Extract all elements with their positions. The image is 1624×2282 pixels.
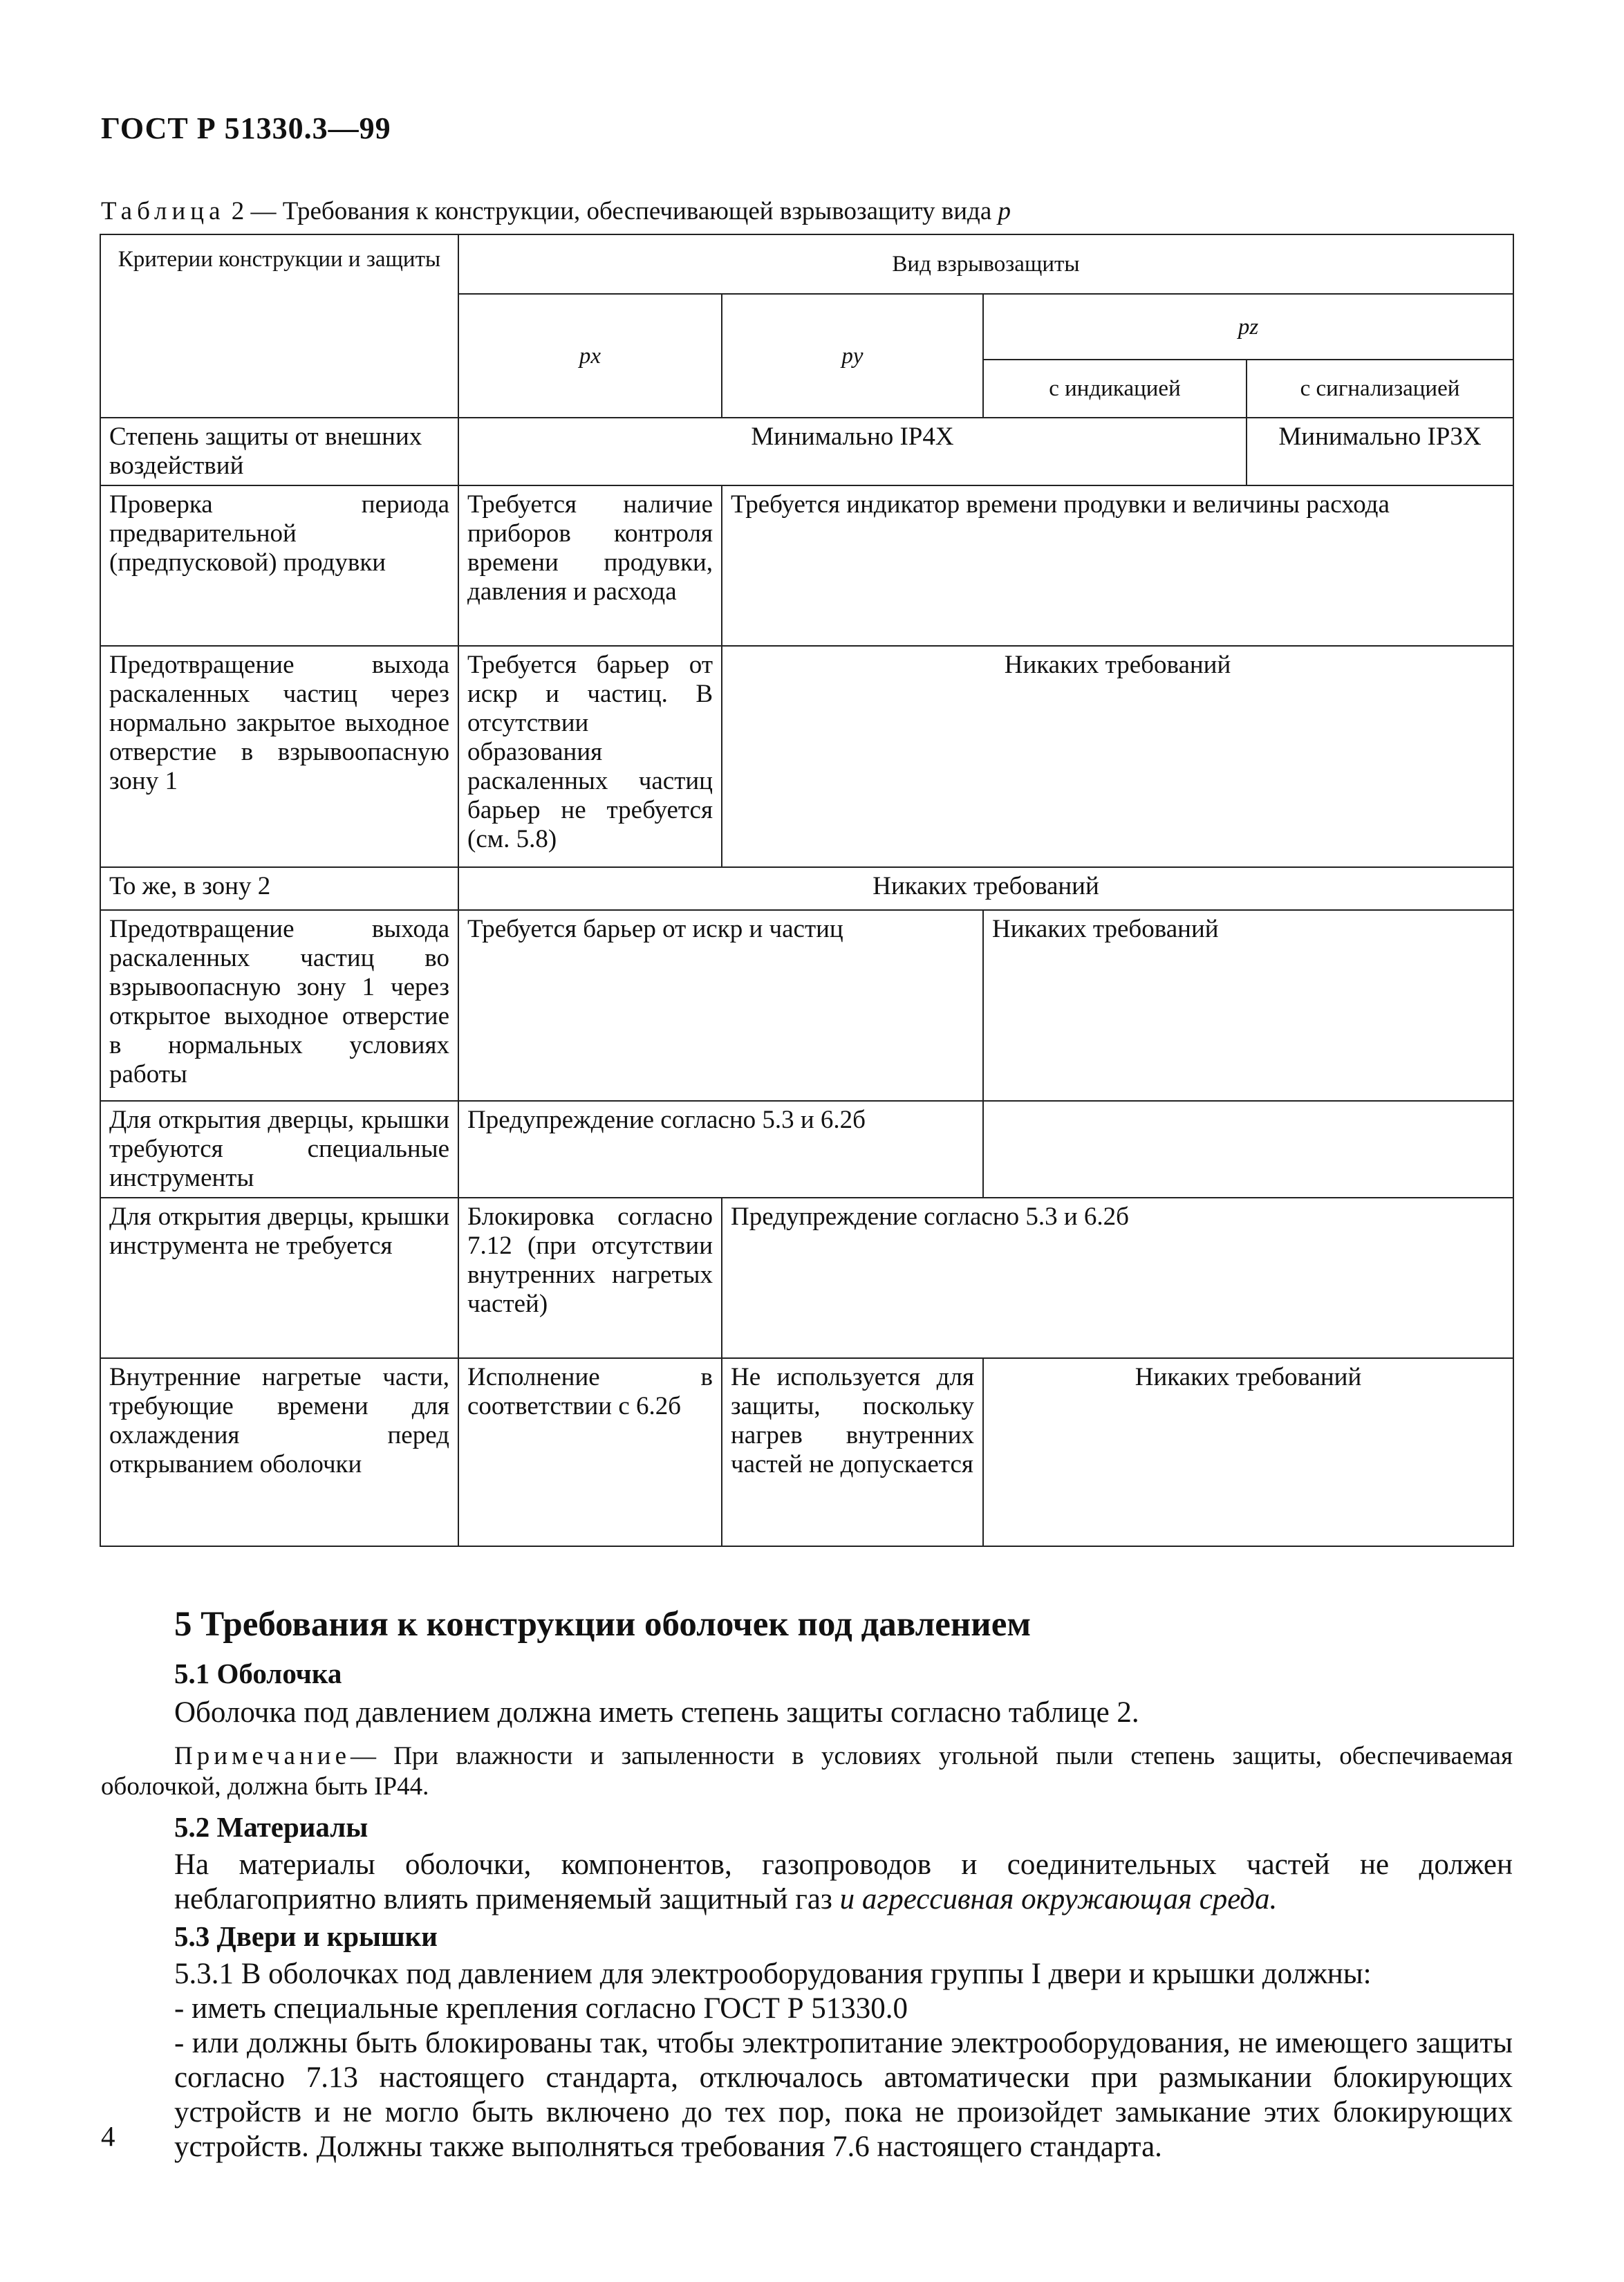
row-value: Никаких требований <box>983 910 1513 1101</box>
header-criteria: Критерии конструкции и защиты <box>100 234 458 418</box>
note-label: Примечание <box>174 1742 351 1770</box>
paragraph-italic: и агрессивная окружающая среда. <box>839 1883 1278 1915</box>
table-row <box>100 485 1513 646</box>
row-value: Никаких требований <box>458 867 1513 910</box>
note <box>101 1741 1513 1802</box>
row-value: Предупреждение согласно 5.3 и 6.2б <box>458 1101 983 1198</box>
row-value: Блокировка согласно 7.12 (при отсутствии внутренних нагретых частей) <box>458 1198 722 1358</box>
subsection-5-2-text <box>101 1848 1513 1917</box>
paragraph: 5.3.1 В оболочках под давлением для электрооборудования группы I двери и крышки должны: <box>174 1958 1372 1990</box>
table-caption <box>101 196 1011 226</box>
header-protection-type: Вид взрывозащиты <box>458 234 1513 294</box>
row-criterion: Предотвращение выхода раскаленных частиц через нормально закрытое выходное отверстие в взрывоопасную зону 1 <box>100 646 458 867</box>
list-item: - иметь специальные крепления согласно ГОСТ Р 51330.0 <box>174 1992 908 2025</box>
subsection-5-1-text <box>101 1696 1513 1730</box>
header-py: py <box>722 294 983 418</box>
row-value: Минимально IP4X <box>458 418 1247 485</box>
row-criterion: Проверка периода предварительной (предпусковой) продувки <box>100 485 458 646</box>
row-criterion: То же, в зону 2 <box>100 867 458 910</box>
row-value: Не используется для защиты, поскольку нагрев внутренних частей не допускается <box>722 1358 983 1546</box>
row-criterion: Внутренние нагретые части, требующие времени для охлаждения перед открыванием оболочки <box>100 1358 458 1546</box>
table-caption-symbol: p <box>998 197 1011 225</box>
subsection-5-2-title: 5.2 Материалы <box>174 1811 368 1843</box>
subsection-5-3-title: 5.3 Двери и крышки <box>174 1920 438 1952</box>
section-5-title: 5 Требования к конструкции оболочек под давлением <box>174 1605 1032 1644</box>
note-text: — При влажности и запыленности в условиях угольной пыли степень защиты, обеспечиваемая оболочкой, должна быть IP44. <box>101 1742 1513 1801</box>
subsection-5-3-text <box>101 1957 1513 2164</box>
header-pz-signalling: с сигнализацией <box>1247 360 1513 418</box>
subsection-5-1-title: 5.1 Оболочка <box>174 1658 342 1689</box>
table-caption-text: 2 — Требования к конструкции, обеспечивающей взрывозащиту вида <box>225 197 998 225</box>
header-px: px <box>458 294 722 418</box>
table-row <box>100 1101 1513 1198</box>
table-row <box>100 646 1513 867</box>
row-criterion: Предотвращение выхода раскаленных частиц во взрывоопасную зону 1 через открытое выходное отверстие в нормальных условиях работы <box>100 910 458 1101</box>
list-item: - или должны быть блокированы так, чтобы электропитание электрооборудования, не имеющего защиты согласно 7.13 настоящего стандарта, отключалось автоматически при размыкании блокирующих устройств и не могло быть включено до тех пор, пока не произойдет замыкание этих блокирующих устройств. Должны также выполняться требования 7.6 настоящего стандарта. <box>174 2027 1513 2163</box>
row-value: Никаких требований <box>983 1358 1513 1546</box>
row-value: Требуется наличие приборов контроля времени продувки, давления и расхода <box>458 485 722 646</box>
table-caption-label: Таблица <box>101 197 225 225</box>
header-pz: pz <box>983 294 1513 360</box>
header-pz-indication: с индикацией <box>983 360 1247 418</box>
row-criterion: Для открытия дверцы, крышки инструмента не требуется <box>100 1198 458 1358</box>
paragraph <box>101 1848 1513 1917</box>
table-row <box>100 418 1513 485</box>
page-number: 4 <box>101 2120 115 2152</box>
paragraph: Оболочка под давлением должна иметь степень защиты согласно таблице 2. <box>174 1696 1139 1729</box>
row-criterion: Степень защиты от внешних воздействий <box>100 418 458 485</box>
table-row <box>100 910 1513 1101</box>
row-value: Минимально IP3X <box>1247 418 1513 485</box>
table-row <box>100 867 1513 910</box>
row-value: Требуется индикатор времени продувки и величины расхода <box>722 485 1513 646</box>
table-row <box>100 1198 1513 1358</box>
row-value: Никаких требований <box>722 646 1513 867</box>
document-header: ГОСТ Р 51330.3—99 <box>101 111 391 145</box>
paragraph-text: На материалы оболочки, компонентов, газопроводов и соединительных частей не должен неблагоприятно влиять применяемый защитный газ <box>174 1848 1513 1915</box>
row-value: Исполнение в соответствии с 6.2б <box>458 1358 722 1546</box>
row-value: Требуется барьер от искр и частиц <box>458 910 983 1101</box>
row-value: Предупреждение согласно 5.3 и 6.2б <box>722 1198 1513 1358</box>
row-criterion: Для открытия дверцы, крышки требуются специальные инструменты <box>100 1101 458 1198</box>
table-row <box>100 1358 1513 1546</box>
row-value: Требуется барьер от искр и частиц. В отсутствии образования раскаленных частиц барьер не требуется (см. 5.8) <box>458 646 722 867</box>
row-empty-cell <box>983 1101 1513 1198</box>
requirements-table <box>100 234 1514 1547</box>
